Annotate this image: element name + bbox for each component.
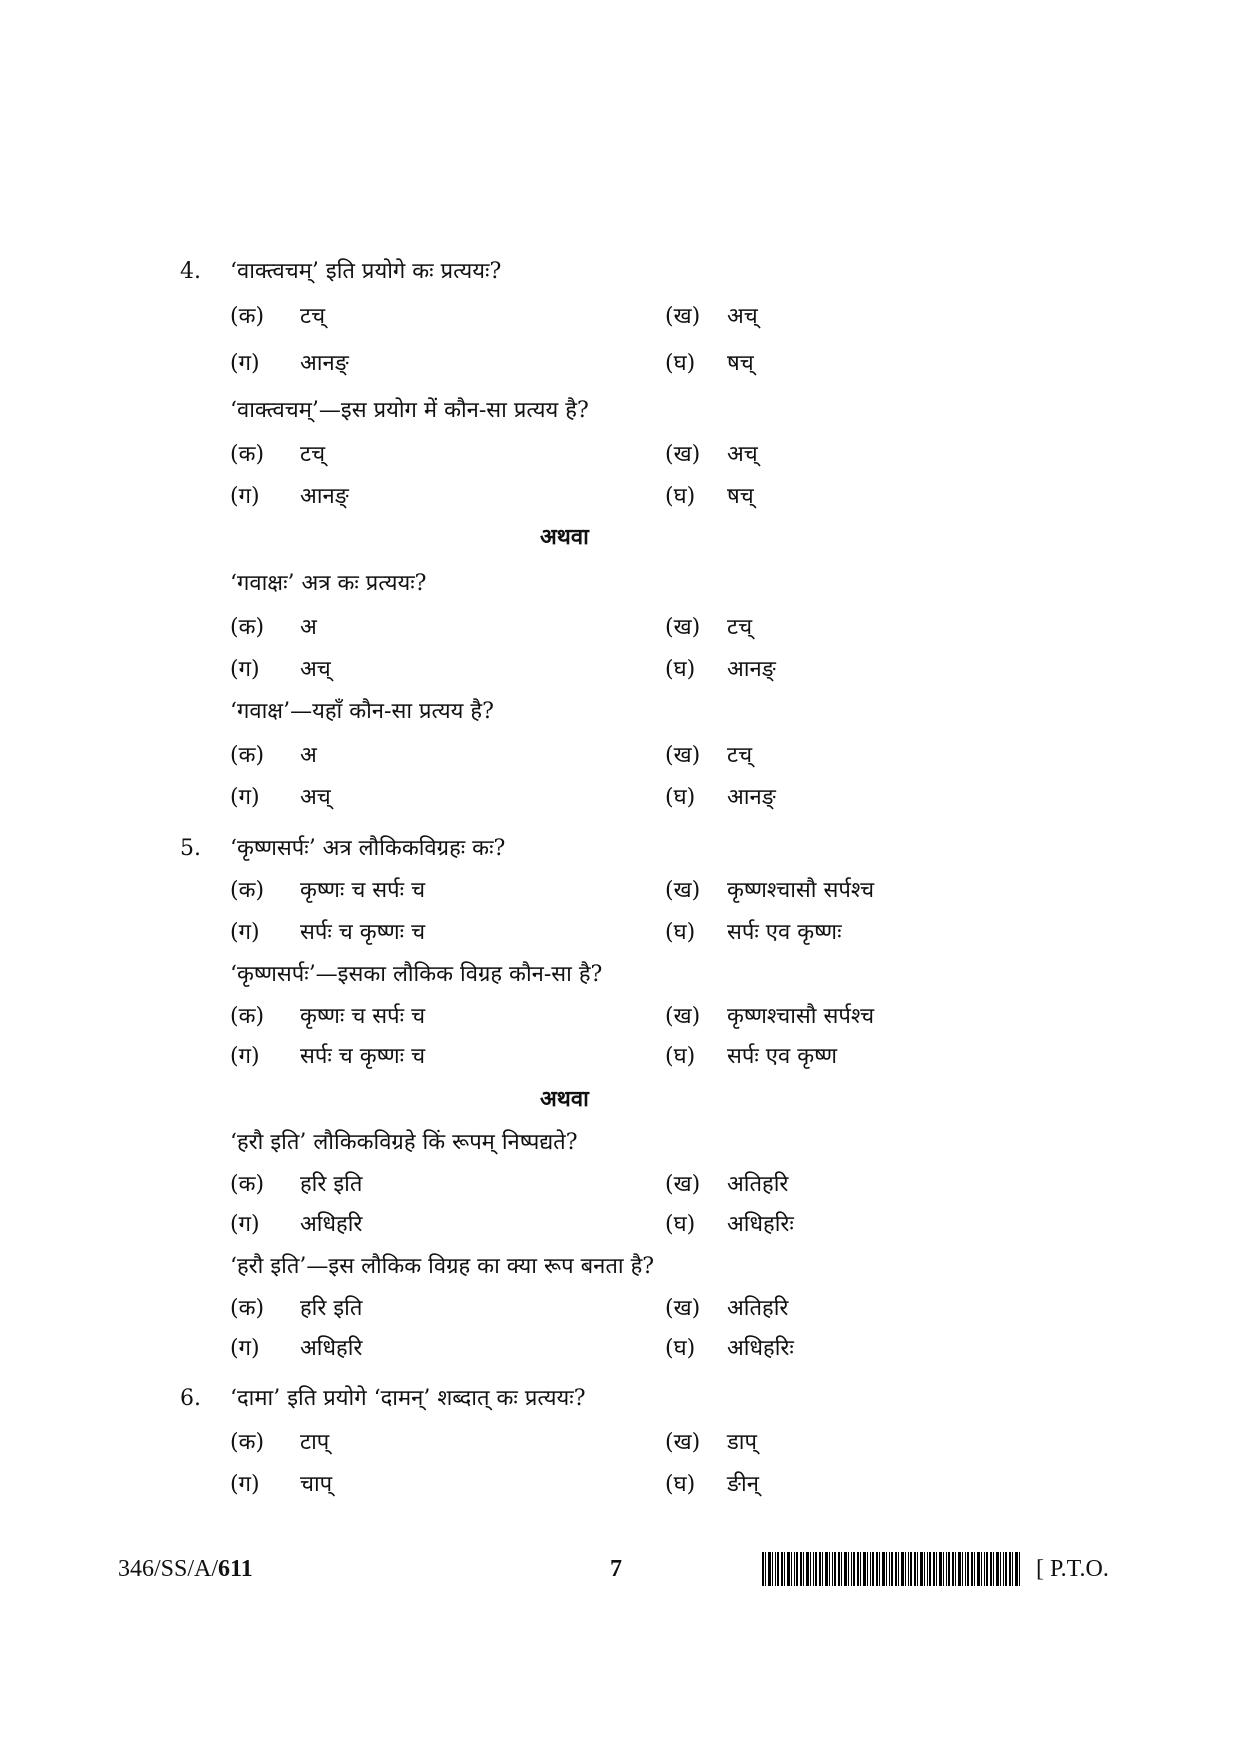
option-label: (क) (230, 1296, 265, 1321)
option-text: अतिहरि (727, 1172, 789, 1197)
option-label: (ख) (665, 1004, 701, 1029)
option-text: कृष्णः च सर्पः च (300, 1004, 426, 1029)
option-label: (ग) (230, 785, 260, 810)
option-text: आनङ् (300, 351, 349, 376)
question-stem: ‘कृष्णसर्पः’ अत्र लौकिकविग्रहः कः? (230, 836, 506, 861)
option-text: कृष्णश्चासौ सर्पश्च (727, 1004, 875, 1029)
alt-question-stem: ‘हरौ इति’ लौकिकविग्रहे किं रूपम् निष्पद्यते? (230, 1130, 578, 1155)
option-text: सर्पः च कृष्णः च (300, 1044, 426, 1069)
option-text: अच् (300, 785, 331, 810)
paper-code-number: 611 (218, 1556, 253, 1582)
option-text: अधिहरि (300, 1212, 363, 1237)
option-text: अधिहरि (300, 1336, 363, 1361)
option-text: अधिहरिः (727, 1336, 794, 1361)
paper-code (118, 1554, 253, 1584)
option-text: टच् (727, 615, 753, 640)
option-label: (क) (230, 878, 265, 903)
option-label: (क) (230, 1004, 265, 1029)
alt-question-stem-hindi: ‘हरौ इति’—इस लौकिक विग्रह का क्या रूप बनता है? (230, 1254, 655, 1279)
option-text: कृष्णश्चासौ सर्पश्च (727, 878, 875, 903)
option-label: (क) (230, 304, 265, 329)
option-text: अतिहरि (727, 1296, 789, 1321)
option-text: अ (300, 615, 317, 640)
alt-question-stem-hindi: ‘गवाक्ष’—यहाँ कौन-सा प्रत्यय है? (230, 699, 494, 724)
page-number: 7 (610, 1556, 622, 1582)
option-label: (क) (230, 442, 265, 467)
option-label: (ख) (665, 1172, 701, 1197)
option-label: (घ) (665, 351, 696, 376)
option-label: (क) (230, 743, 265, 768)
alt-question-stem: ‘गवाक्षः’ अत्र कः प्रत्ययः? (230, 571, 427, 596)
option-text: हरि इति (300, 1296, 363, 1321)
option-label: (क) (230, 1172, 265, 1197)
option-label: (ख) (665, 615, 701, 640)
barcode (762, 1552, 1022, 1586)
option-label: (घ) (665, 1044, 696, 1069)
option-text: चाप् (300, 1472, 333, 1497)
option-label: (ग) (230, 1472, 260, 1497)
option-label: (घ) (665, 1472, 696, 1497)
option-label: (ख) (665, 1430, 701, 1455)
option-text: सर्पः च कृष्णः च (300, 920, 426, 945)
option-label: (ग) (230, 351, 260, 376)
or-separator: अथवा (540, 1086, 589, 1112)
paper-code-prefix: 346/SS/A/ (118, 1556, 219, 1582)
option-label: (ख) (665, 1296, 701, 1321)
question-stem-hindi: ‘वाक्त्वचम्’—इस प्रयोग में कौन-सा प्रत्यय है? (230, 398, 589, 423)
option-text: टच् (300, 304, 326, 329)
or-separator: अथवा (540, 524, 589, 550)
option-label: (घ) (665, 484, 696, 509)
question-number: 5. (180, 836, 201, 861)
option-text: अ (300, 743, 317, 768)
option-label: (ग) (230, 1336, 260, 1361)
option-text: अच् (300, 657, 331, 682)
option-text: टाप् (300, 1430, 330, 1455)
option-text: डाप् (727, 1430, 757, 1455)
option-label: (घ) (665, 785, 696, 810)
option-text: सर्पः एव कृष्णः (727, 920, 842, 945)
option-label: (घ) (665, 1212, 696, 1237)
option-label: (घ) (665, 1336, 696, 1361)
option-text: सर्पः एव कृष्ण (727, 1044, 838, 1069)
option-label: (क) (230, 615, 265, 640)
question-stem: ‘वाक्त्वचम्’ इति प्रयोगे कः प्रत्ययः? (230, 259, 502, 284)
option-label: (ग) (230, 920, 260, 945)
option-label: (ग) (230, 1212, 260, 1237)
option-text: अच् (727, 442, 758, 467)
option-label: (घ) (665, 657, 696, 682)
pto-label: [ P.T.O. (1036, 1556, 1109, 1582)
option-text: षच् (727, 351, 754, 376)
option-text: आनङ् (300, 484, 349, 509)
question-number: 4. (180, 259, 201, 284)
option-label: (ख) (665, 442, 701, 467)
option-text: टच् (727, 743, 753, 768)
question-stem-hindi: ‘कृष्णसर्पः’—इसका लौकिक विग्रह कौन-सा है? (230, 962, 603, 987)
option-label: (ख) (665, 743, 701, 768)
option-label: (ख) (665, 878, 701, 903)
option-label: (क) (230, 1430, 265, 1455)
option-label: (ग) (230, 657, 260, 682)
option-label: (घ) (665, 920, 696, 945)
option-text: टच् (300, 442, 326, 467)
option-label: (ख) (665, 304, 701, 329)
option-text: हरि इति (300, 1172, 363, 1197)
option-text: अच् (727, 304, 758, 329)
option-text: षच् (727, 484, 754, 509)
option-text: आनङ् (727, 785, 776, 810)
option-text: आनङ् (727, 657, 776, 682)
option-label: (ग) (230, 484, 260, 509)
option-text: अधिहरिः (727, 1212, 794, 1237)
option-text: कृष्णः च सर्पः च (300, 878, 426, 903)
question-stem: ‘दामा’ इति प्रयोगे ‘दामन्’ शब्दात् कः प्रत्ययः? (230, 1386, 586, 1411)
question-number: 6. (180, 1386, 201, 1411)
option-label: (ग) (230, 1044, 260, 1069)
option-text: ङीन् (727, 1472, 759, 1497)
